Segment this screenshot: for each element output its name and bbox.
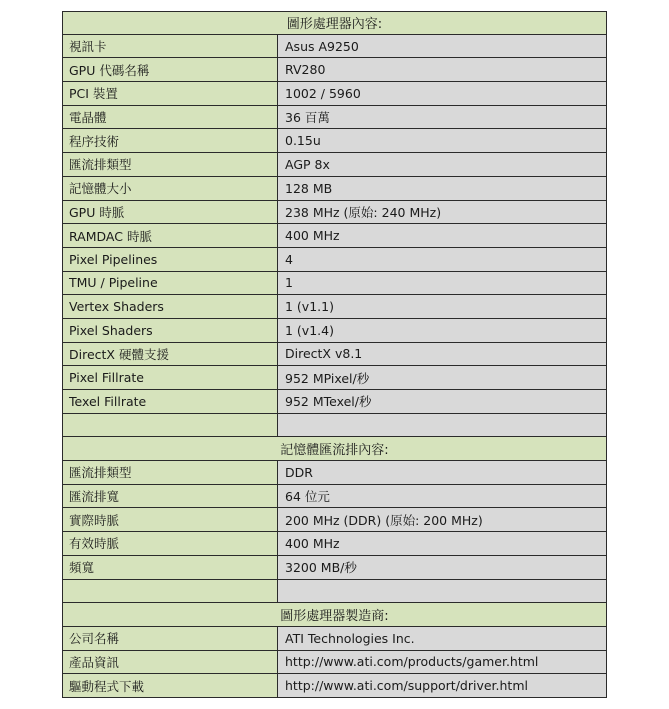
spec-value: 400 MHz (278, 224, 606, 247)
spec-value: DDR (278, 461, 606, 484)
spec-value: DirectX v8.1 (278, 343, 606, 366)
spec-label: GPU 代碼名稱 (63, 58, 278, 81)
spec-value: 4 (278, 248, 606, 271)
spec-value: RV280 (278, 58, 606, 81)
spec-label: Pixel Shaders (63, 319, 278, 342)
spec-value: 1 (v1.1) (278, 295, 606, 318)
table-row (62, 319, 607, 343)
spec-label: TMU / Pipeline (63, 272, 278, 295)
spec-label: 匯流排類型 (63, 153, 278, 176)
spec-label: 程序技術 (63, 129, 278, 152)
spec-value: http://www.ati.com/products/gamer.html (278, 651, 606, 674)
spec-value: 128 MB (278, 177, 606, 200)
table-row (62, 106, 607, 130)
spec-label: 視訊卡 (63, 35, 278, 58)
spec-label: Pixel Fillrate (63, 366, 278, 389)
table-row (62, 556, 607, 580)
spec-value (278, 414, 606, 437)
spec-label (63, 414, 278, 437)
table-row (62, 366, 607, 390)
spec-value: Asus A9250 (278, 35, 606, 58)
spec-label: Vertex Shaders (63, 295, 278, 318)
spec-value: 3200 MB/秒 (278, 556, 606, 579)
spec-label: Pixel Pipelines (63, 248, 278, 271)
spec-value: ATI Technologies Inc. (278, 627, 606, 650)
spec-label (63, 580, 278, 603)
spec-value: 952 MPixel/秒 (278, 366, 606, 389)
spec-value: 238 MHz (原始: 240 MHz) (278, 201, 606, 224)
table-row (62, 461, 607, 485)
table-row (62, 177, 607, 201)
spec-value: 1 (v1.4) (278, 319, 606, 342)
table-row (62, 651, 607, 675)
table-row (62, 272, 607, 296)
spec-label: 公司名稱 (63, 627, 278, 650)
spec-label: 驅動程式下載 (63, 674, 278, 697)
spec-label: GPU 時脈 (63, 201, 278, 224)
table-row (62, 129, 607, 153)
table-row (62, 58, 607, 82)
spec-label: RAMDAC 時脈 (63, 224, 278, 247)
section-header: 記憶體匯流排內容: (62, 437, 607, 461)
spec-value: 0.15u (278, 129, 606, 152)
table-row (62, 627, 607, 651)
section-header: 圖形處理器製造商: (62, 603, 607, 627)
spec-value (278, 580, 606, 603)
table-row (62, 248, 607, 272)
table-row (62, 390, 607, 414)
table-row (62, 295, 607, 319)
spec-label: 匯流排類型 (63, 461, 278, 484)
spec-label: PCI 裝置 (63, 82, 278, 105)
table-row (62, 153, 607, 177)
table-row (62, 35, 607, 59)
gpu-spec-table (62, 11, 607, 698)
table-row (62, 485, 607, 509)
spec-label: 匯流排寬 (63, 485, 278, 508)
table-row (62, 532, 607, 556)
spec-value: 1 (278, 272, 606, 295)
table-row (62, 508, 607, 532)
spec-value: http://www.ati.com/support/driver.html (278, 674, 606, 697)
spec-label: 有效時脈 (63, 532, 278, 555)
spec-label: 頻寬 (63, 556, 278, 579)
spec-value: 36 百萬 (278, 106, 606, 129)
spec-label: 產品資訊 (63, 651, 278, 674)
spec-label: 實際時脈 (63, 508, 278, 531)
spec-value: 200 MHz (DDR) (原始: 200 MHz) (278, 508, 606, 531)
spec-label: DirectX 硬體支援 (63, 343, 278, 366)
table-row (62, 201, 607, 225)
spec-label: 電晶體 (63, 106, 278, 129)
table-row (62, 82, 607, 106)
spec-label: 記憶體大小 (63, 177, 278, 200)
spec-value: 952 MTexel/秒 (278, 390, 606, 413)
table-row (62, 674, 607, 698)
table-row (62, 580, 607, 604)
table-row (62, 343, 607, 367)
section-header: 圖形處理器內容: (62, 11, 607, 35)
spec-value: 400 MHz (278, 532, 606, 555)
table-row (62, 224, 607, 248)
spec-value: 1002 / 5960 (278, 82, 606, 105)
table-row (62, 414, 607, 438)
spec-value: AGP 8x (278, 153, 606, 176)
spec-value: 64 位元 (278, 485, 606, 508)
spec-label: Texel Fillrate (63, 390, 278, 413)
